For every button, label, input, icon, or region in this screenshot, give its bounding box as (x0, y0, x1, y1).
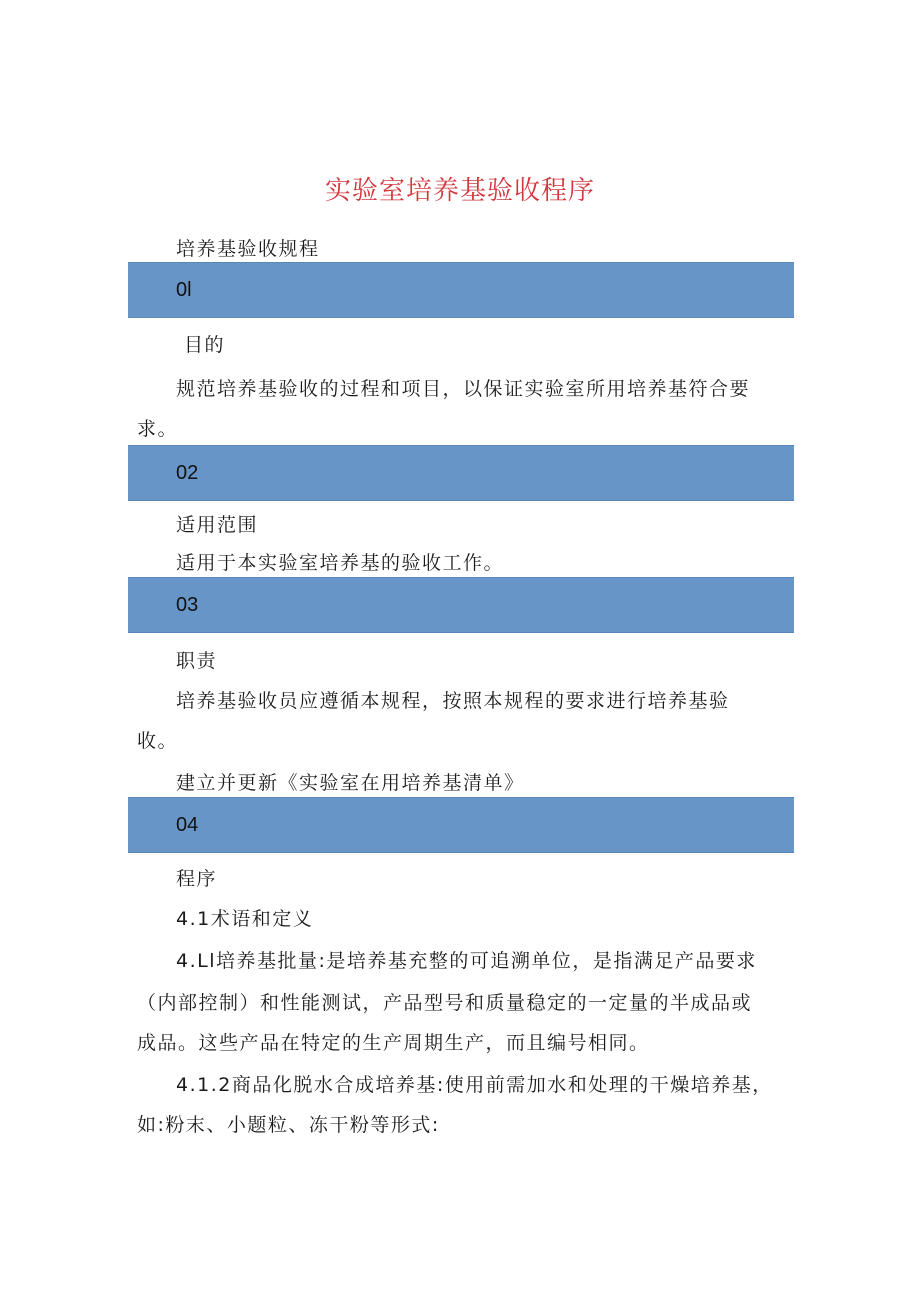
purpose-text-line: 求。 (137, 418, 179, 440)
procedure-subheading: 4.1术语和定义 (176, 908, 314, 930)
section-heading-procedure: 程序 (176, 868, 218, 890)
duties-text-line: 建立并更新《实验室在用培养基清单》 (176, 772, 525, 794)
section-number: 0l (176, 279, 192, 301)
section-bar-04 (128, 797, 794, 853)
section-bar-01 (128, 262, 794, 318)
section-bar-02 (128, 445, 794, 501)
purpose-text-line: 规范培养基验收的过程和项目，以保证实验室所用培养基符合要 (176, 378, 751, 400)
definition-text-line: 成品。这些产品在特定的生产周期生产，而且编号相同。 (137, 1032, 650, 1054)
section-bar-03 (128, 577, 794, 633)
definition-text-line: 4.1.2商品化脱水合成培养基:使用前需加水和处理的干燥培养基， (176, 1074, 773, 1096)
definition-text-line: 4.Ll培养基批量:是培养基充整的可追溯单位，是指满足产品要求 (176, 950, 757, 972)
section-heading-duties: 职责 (176, 650, 218, 672)
definition-text-line: 如:粉末、小题粒、冻干粉等形式: (137, 1114, 440, 1136)
duties-text-line: 培养基验收员应遵循本规程，按照本规程的要求进行培养基验 (176, 690, 730, 712)
section-number: 04 (176, 814, 199, 836)
section-number: 03 (176, 594, 199, 616)
scope-text: 适用于本实验室培养基的验收工作。 (176, 552, 505, 574)
section-heading-scope: 适用范围 (176, 514, 259, 536)
definition-text-line: （内部控制）和性能测试，产品型号和质量稳定的一定量的半成品或 (137, 992, 753, 1014)
document-subtitle: 培养基验收规程 (176, 238, 320, 260)
section-number: 02 (176, 462, 199, 484)
duties-text-line: 收。 (137, 730, 179, 752)
section-heading-purpose: 目的 (184, 334, 226, 356)
document-title: 实验室培养基验收程序 (324, 176, 595, 206)
